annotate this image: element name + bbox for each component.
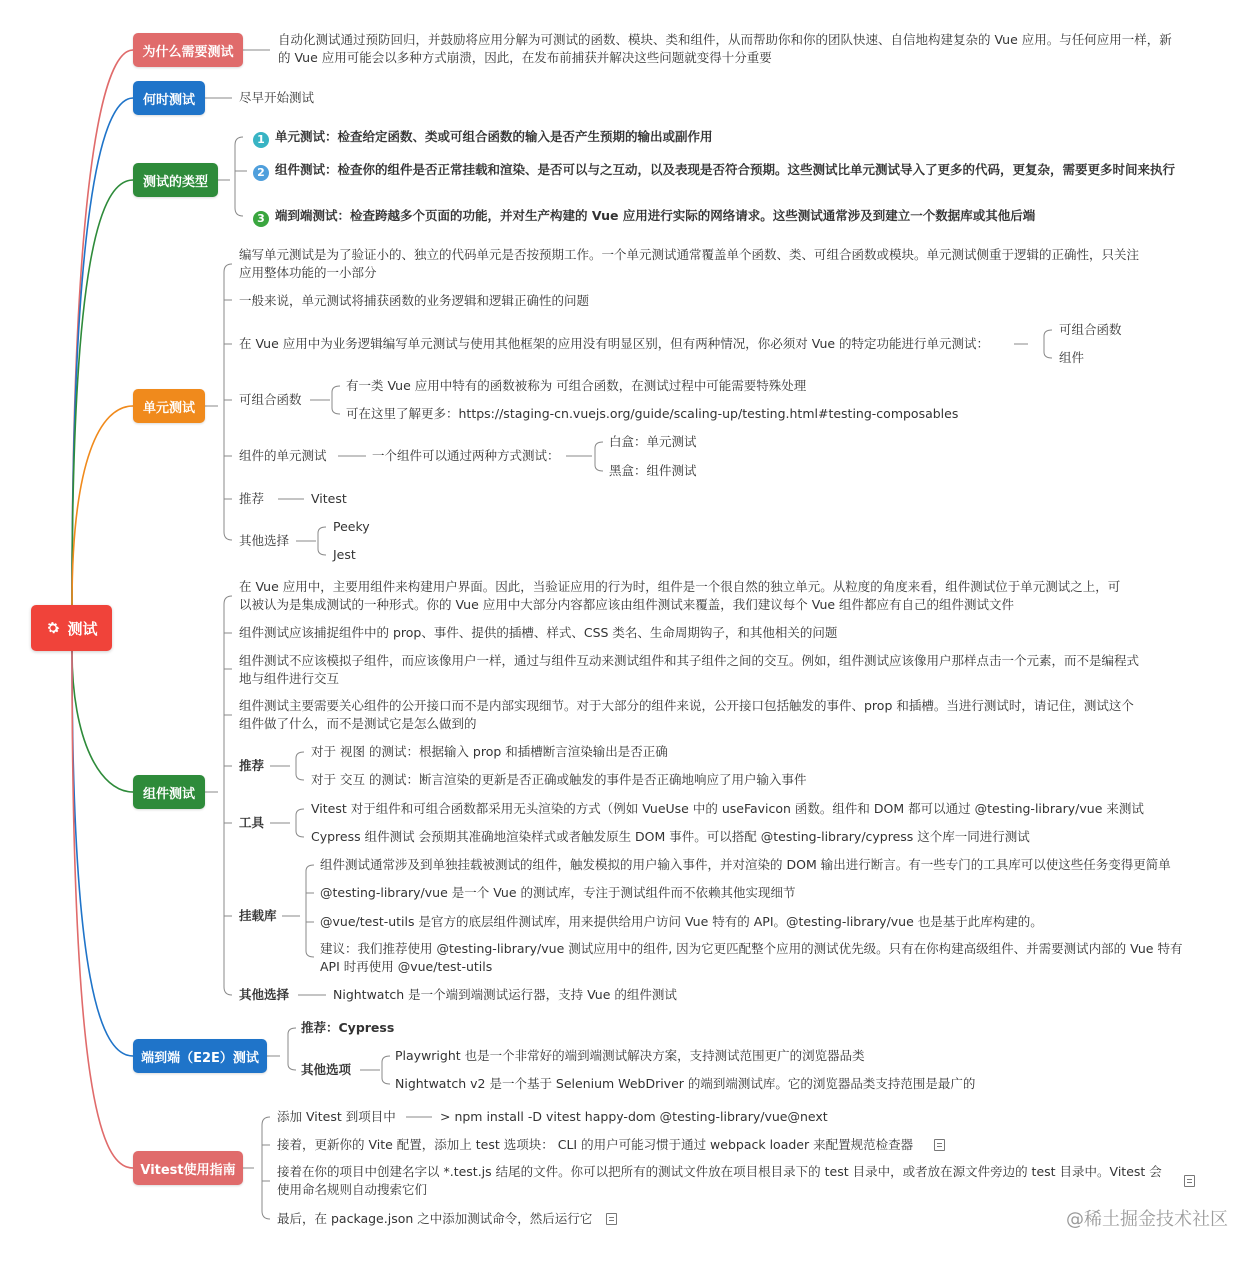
branch-component[interactable]: 组件测试 [133,775,205,809]
why-text: 自动化测试通过预防回归，并鼓励将应用分解为可测试的函数、模块、类和组件，从而帮助你和你的团队快速、自信地构建复杂的 Vue 应用。与任何应用一样，新的 Vue 应用可能会以多种方式崩溃，因此，在发布前捕获并解决这些问题就变得十分重要 [278,32,1172,65]
note-icon[interactable] [934,1139,945,1151]
note-icon[interactable] [606,1213,617,1225]
note-icon[interactable] [1184,1175,1195,1187]
number-3-icon: 3 [253,211,269,227]
type-item-2-text: 组件测试：检查你的组件是否正常挂载和渲染、是否可以与之互动，以及表现是否符合预期。这些测试比单元测试导入了更多的代码，更复杂，需要更多时间来执行 [275,162,1176,177]
when-text: 尽早开始测试 [239,90,315,105]
comp-mount-label: 挂载库 [239,908,277,923]
vitest-step-1-cmd: > npm install -D vitest happy-dom @testing-library/vue@next [440,1109,828,1124]
comp-rec-child-2: 对于 交互 的测试：断言渲染的更新是否正确或触发的事件是否正确地响应了用户输入事件 [311,772,807,787]
comp-desc-4: 组件测试主要需要关心组件的公开接口而不是内部实现细节。对于大部分的组件来说，公开接口包括触发的事件、prop 和插槽。当进行测试时，请记住，测试这个组件做了什么，而不是测试它是怎么做到的 [239,698,1134,731]
unit-desc-3-child-1: 可组合函数 [1059,322,1122,337]
vitest-step-2: 接着，更新你的 Vite 配置，添加上 test 选项块： CLI 的用户可能习惯于通过 webpack loader 来配置规范检查器 [277,1137,914,1152]
type-item-3[interactable] [253,207,1035,227]
unit-rec-value: Vitest [311,491,347,506]
watermark: @稀土掘金技术社区 [1066,1209,1228,1230]
comp-mount-child-4: 建议：我们推荐使用 @testing-library/vue 测试应用中的组件, 因为它更匹配整个应用的测试优先级。只有在你构建高级组件、并需要测试内部的 Vue 特有 API 时再使用 @vue/test-utils [320,941,1183,974]
comp-tools-label: 工具 [239,815,265,830]
branch-unit[interactable]: 单元测试 [133,389,205,423]
unit-other-child-2: Jest [333,547,356,562]
comp-tools-child-2: Cypress 组件测试 会预期其准确地渲染样式或者触发原生 DOM 事件。可以搭配 @testing-library/cypress 这个库一同进行测试 [311,829,1030,844]
e2e-rec: 推荐：Cypress [301,1020,395,1035]
unit-composable-child-2[interactable]: 可在这里了解更多：https://staging-cn.vuejs.org/guide/scaling-up/testing.html#testing-composables [346,406,959,421]
unit-composable-label: 可组合函数 [239,392,302,407]
unit-other-label: 其他选择 [239,533,290,548]
type-item-2[interactable] [253,161,1183,181]
vitest-step-4: 最后，在 package.json 之中添加测试命令，然后运行它 [277,1211,593,1226]
vitest-step-3: 接着在你的项目中创建名字以 *.test.js 结尾的文件。你可以把所有的测试文件放在项目根目录下的 test 目录中，或者放在源文件旁边的 test 目录中。Vitest 会使用命名规则自动搜索它们 [277,1164,1162,1197]
e2e-other-label: 其他选项 [301,1062,352,1077]
edge-when [72,98,133,605]
edge-unit [72,406,133,605]
branch-vitest[interactable]: Vitest使用指南 [133,1151,243,1185]
edge-component [72,651,133,792]
number-2-icon: 2 [253,165,269,181]
unit-desc-1: 编写单元测试是为了验证小的、独立的代码单元是否按预期工作。一个单元测试通常覆盖单个函数、类、可组合函数或模块。单元测试侧重于逻辑的正确性，只关注应用整体功能的一小部分 [239,247,1140,280]
comp-other-label: 其他选择 [239,987,290,1002]
unit-desc-3-child-2: 组件 [1059,350,1085,365]
comp-mount-child-2: @testing-library/vue 是一个 Vue 的测试库，专注于测试组件而不依赖其他实现细节 [320,885,796,900]
comp-rec-child-1: 对于 视图 的测试：根据输入 prop 和插槽断言渲染输出是否正确 [311,744,668,759]
unit-comp-child-1: 白盒：单元测试 [609,434,697,449]
branch-e2e[interactable]: 端到端（E2E）测试 [133,1039,267,1073]
unit-other-child-1: Peeky [333,519,370,534]
branch-when[interactable]: 何时测试 [133,81,205,115]
comp-rec-label: 推荐 [239,758,265,773]
type-item-3-text: 端到端测试：检查跨越多个页面的功能，并对生产构建的 Vue 应用进行实际的网络请求。这些测试通常涉及到建立一个数据库或其他后端 [275,208,1036,223]
branch-why[interactable]: 为什么需要测试 [133,33,243,67]
unit-composable-child-1: 有一类 Vue 应用中特有的函数被称为 可组合函数，在测试过程中可能需要特殊处理 [346,378,807,393]
comp-desc-3: 组件测试不应该模拟子组件，而应该像用户一样，通过与组件互动来测试组件和其子组件之间的交互。例如，组件测试应该像用户那样点击一个元素，而不是编程式地与组件进行交互 [239,653,1140,686]
e2e-other-child-2: Nightwatch v2 是一个基于 Selenium WebDriver 的端到端测试库。它的浏览器品类支持范围是最广的 [395,1076,976,1091]
unit-comp-mid: 一个组件可以通过两种方式测试： [372,448,560,463]
root-node[interactable] [31,605,112,651]
gear-icon [45,620,61,636]
unit-comp-child-2: 黑盒：组件测试 [609,463,697,478]
comp-desc-1: 在 Vue 应用中，主要用组件来构建用户界面。因此，当验证应用的行为时，组件是一个很自然的独立单元。从粒度的角度来看，组件测试位于单元测试之上，可以被认为是集成测试的一种形式。你的 Vue 应用中大部分内容都应该由组件测试来覆盖，我们建议每个 Vue 组件都应有自己的组件测试文件 [239,579,1121,612]
e2e-other-child-1: Playwright 也是一个非常好的端到端测试解决方案，支持测试范围更广的浏览器品类 [395,1048,865,1063]
root-label: 测试 [67,619,98,638]
comp-mount-child-1: 组件测试通常涉及到单独挂载被测试的组件，触发模拟的用户输入事件，并对渲染的 DOM 输出进行断言。有一些专门的工具库可以使这些任务变得更简单 [320,857,1171,872]
unit-comp-label: 组件的单元测试 [239,448,327,463]
unit-desc-3: 在 Vue 应用中为业务逻辑编写单元测试与使用其他框架的应用没有明显区别，但有两种情况，你必须对 Vue 的特定功能进行单元测试： [239,336,990,351]
edge-types [72,180,133,605]
comp-mount-child-3: @vue/test-utils 是官方的底层组件测试库，用来提供给用户访问 Vue 特有的 API。@testing-library/vue 也是基于此库构建的。 [320,914,1043,929]
comp-desc-2: 组件测试应该捕捉组件中的 prop、事件、提供的插槽、样式、CSS 类名、生命周期钩子，和其他相关的问题 [239,625,838,640]
type-item-1-text: 单元测试：检查给定函数、类或可组合函数的输入是否产生预期的输出或副作用 [275,129,713,144]
number-1-icon: 1 [253,132,269,148]
unit-desc-2: 一般来说，单元测试将捕获函数的业务逻辑和逻辑正确性的问题 [239,293,590,308]
unit-rec-label: 推荐 [239,491,265,506]
type-item-1[interactable] [253,128,713,148]
comp-other-value: Nightwatch 是一个端到端测试运行器，支持 Vue 的组件测试 [333,987,677,1002]
comp-tools-child-1: Vitest 对于组件和可组合函数都采用无头渲染的方式（例如 VueUse 中的 useFavicon 函数。组件和 DOM 都可以通过 @testing-library/vue 来测试 [311,801,1144,816]
branch-types[interactable]: 测试的类型 [133,163,218,197]
vitest-step-1: 添加 Vitest 到项目中 [277,1109,396,1124]
